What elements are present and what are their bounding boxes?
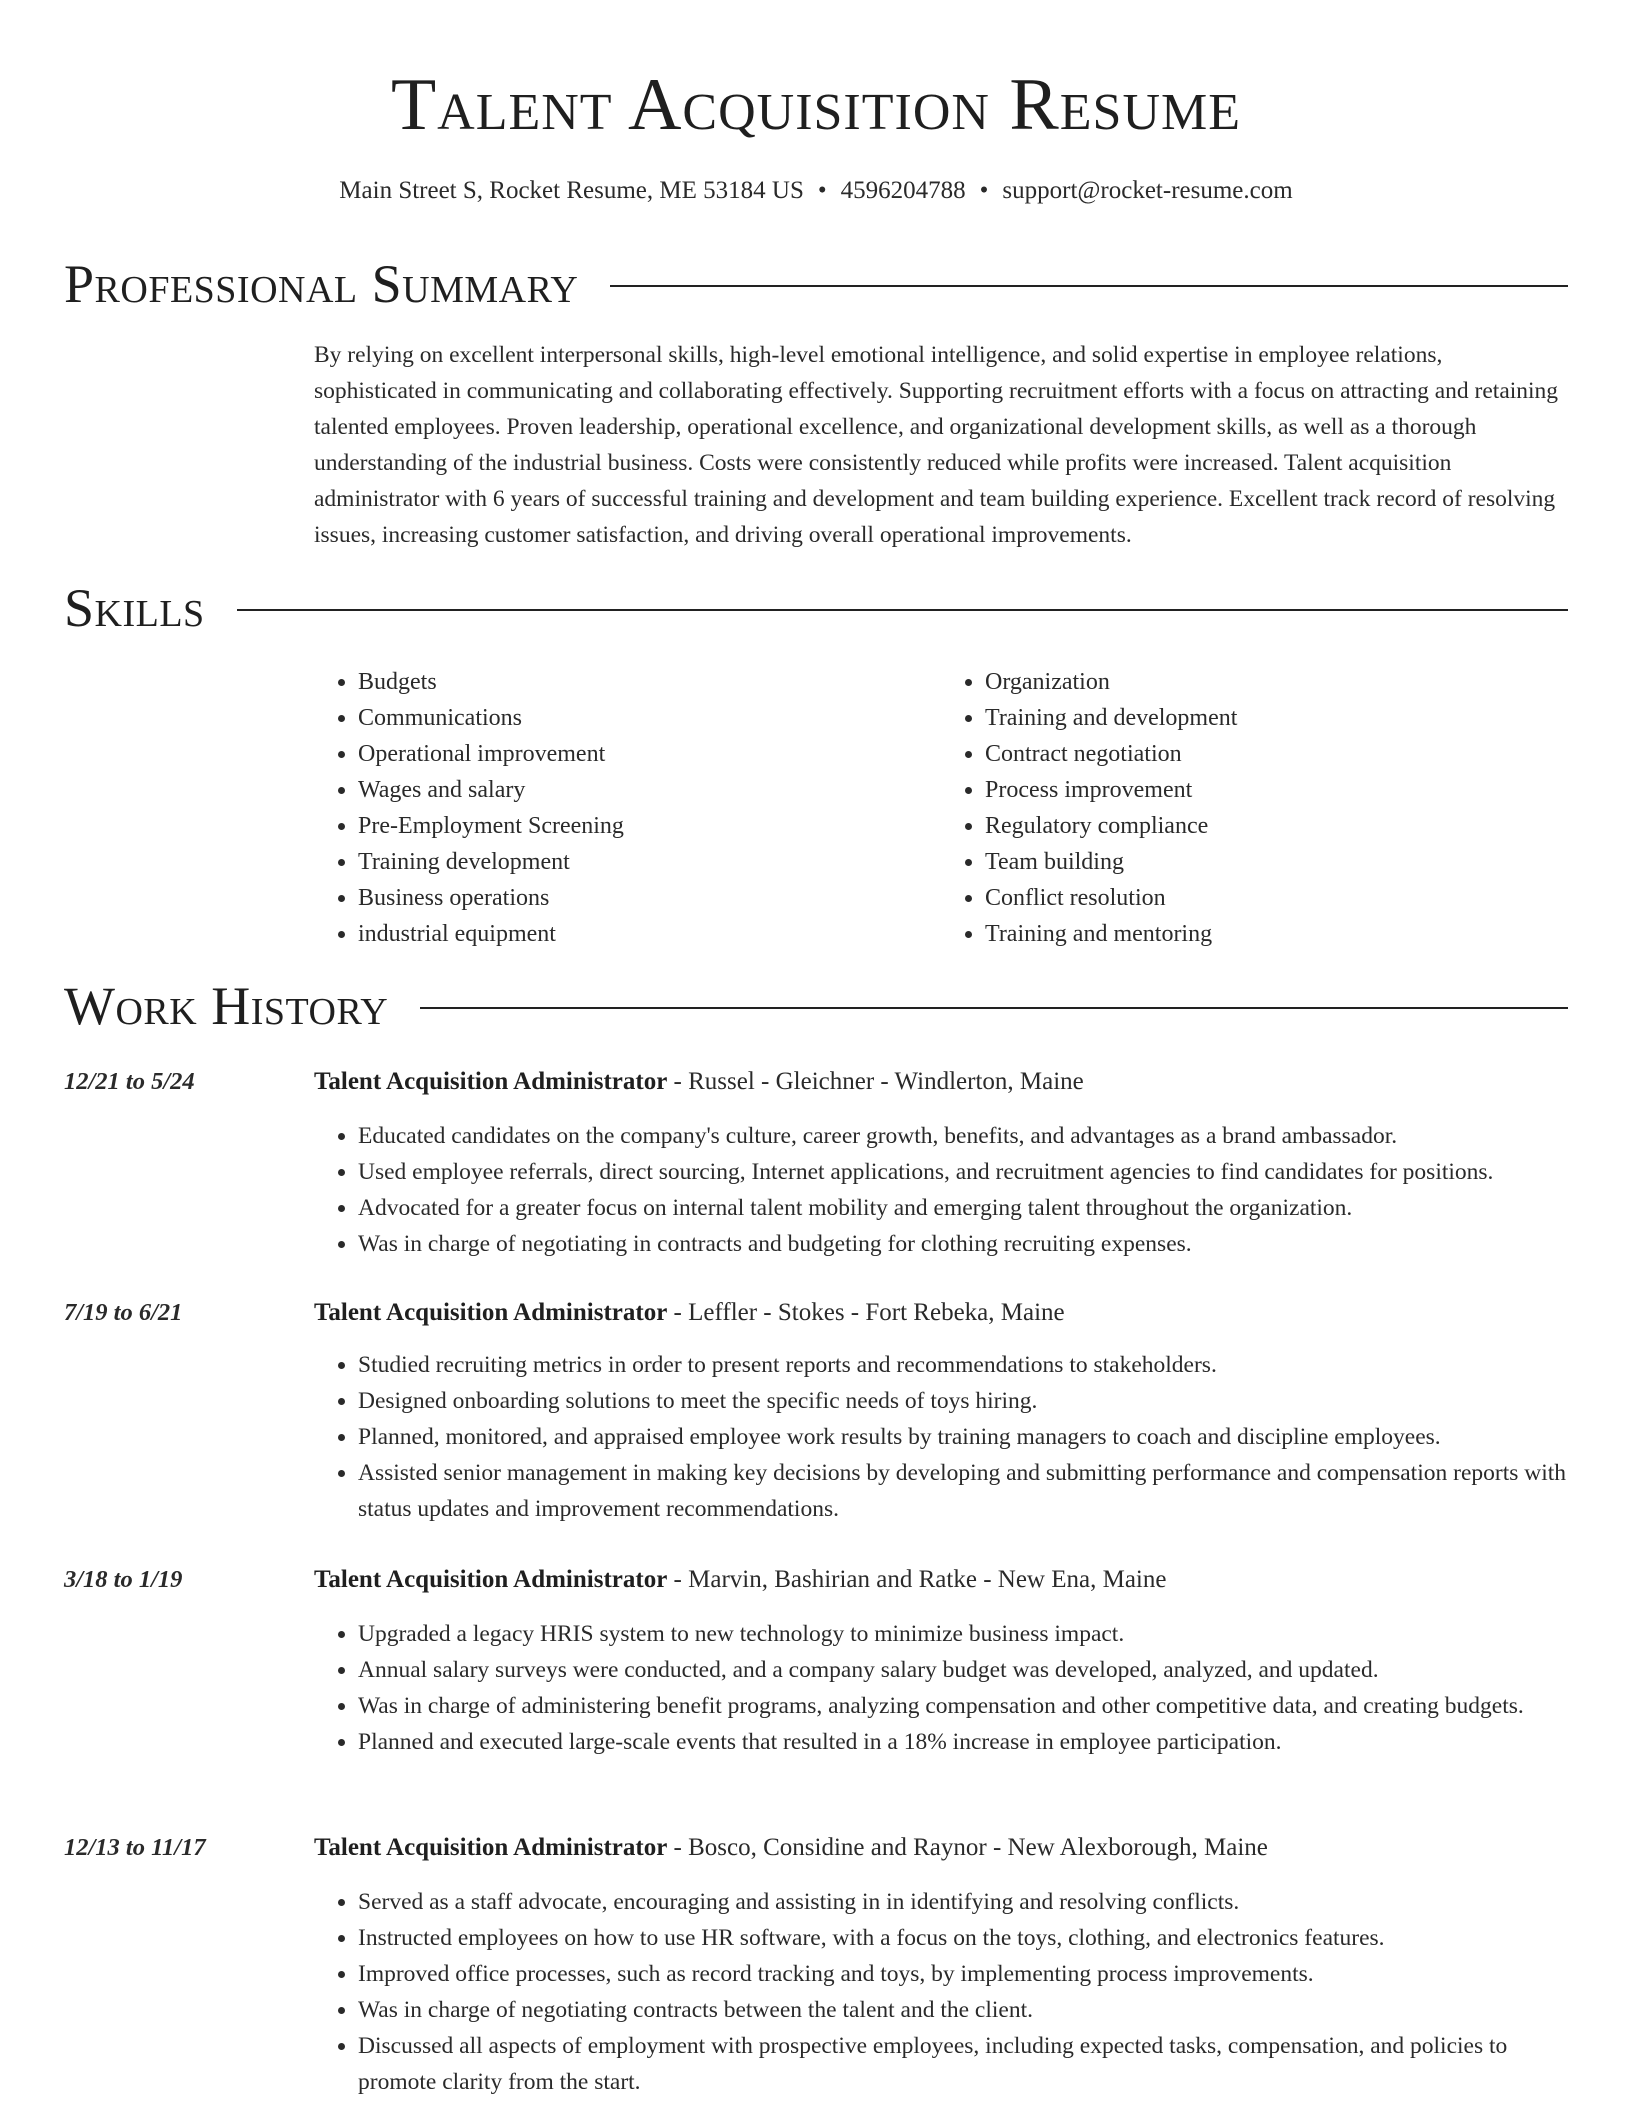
job-dates: 3/18 to 1/19	[64, 1566, 183, 1593]
section-header-skills	[64, 578, 1568, 638]
skill-item: • Pre-Employment Screening	[358, 808, 941, 844]
job-bullet: • Annual salary surveys were conducted, and a company salary budget was developed, analyzed, and updated.	[358, 1652, 1568, 1688]
section-divider	[420, 1007, 1568, 1009]
job-bullet: • Used employee referrals, direct sourcing, Internet applications, and recruitment agencies to find candidates for positions.	[358, 1154, 1568, 1190]
resume-title: Talent Acquisition Resume	[390, 64, 1242, 146]
section-title-skills: Skills	[64, 578, 205, 638]
job-dates: 7/19 to 6/21	[64, 1299, 183, 1326]
skill-item: • Contract negotiation	[985, 736, 1568, 772]
skill-item: • Wages and salary	[358, 772, 941, 808]
job-title: Talent Acquisition Administrator	[314, 1068, 668, 1095]
section-header-summary	[64, 254, 1568, 314]
job-employer-location: - Russel - Gleichner - Windlerton, Maine	[667, 1068, 1084, 1095]
job-bullets	[314, 1616, 1568, 1760]
section-header-work-history	[64, 976, 1568, 1036]
job-bullet: • Upgraded a legacy HRIS system to new technology to minimize business impact.	[358, 1616, 1568, 1652]
section-divider	[610, 285, 1568, 287]
job-employer-location: - Marvin, Bashirian and Ratke - New Ena, Maine	[667, 1566, 1167, 1593]
job-bullet: • Improved office processes, such as record tracking and toys, by implementing process improvements.	[358, 1956, 1568, 1992]
skill-item: • industrial equipment	[358, 916, 941, 952]
job-bullet: • Was in charge of negotiating contracts between the talent and the client.	[358, 1992, 1568, 2028]
contact-email: support@rocket-resume.com	[1002, 177, 1293, 204]
section-title-summary: Professional Summary	[64, 254, 579, 314]
job-bullets	[314, 1118, 1568, 1262]
summary-text: By relying on excellent interpersonal skills, high-level emotional intelligence, and solid expertise in employee relations, sophisticated in communicating and collaborating effectively. Supporting recruitment efforts with a focus on attracting and retaining talented employees. Proven leadership, operational excellence, and organizational development skills, as well as a thorough understanding of the industrial business. Costs were consistently reduced while profits were increased. Talent acquisition administrator with 6 years of successful training and development and team building experience. Excellent track record of resolving issues, increasing customer satisfaction, and driving overall operational improvements.	[314, 342, 1559, 548]
contact-separator: •	[817, 177, 827, 204]
section-title-work-history: Work History	[64, 976, 389, 1036]
contact-separator: •	[979, 177, 989, 204]
job-bullet: • Designed onboarding solutions to meet the specific needs of toys hiring.	[358, 1383, 1568, 1419]
job-employer-location: - Bosco, Considine and Raynor - New Alexborough, Maine	[667, 1834, 1268, 1861]
skill-item: • Team building	[985, 844, 1568, 880]
job-bullet: • Studied recruiting metrics in order to present reports and recommendations to stakeholders.	[358, 1347, 1568, 1383]
job-title: Talent Acquisition Administrator	[314, 1299, 668, 1326]
job-bullet: • Advocated for a greater focus on internal talent mobility and emerging talent throughout the organization.	[358, 1190, 1568, 1226]
skills-list	[314, 664, 1568, 952]
job-bullet: • Planned and executed large-scale events that resulted in a 18% increase in employee participation.	[358, 1724, 1568, 1760]
job-bullet: • Planned, monitored, and appraised employee work results by training managers to coach and discipline employees.	[358, 1419, 1568, 1455]
skill-item: • Communications	[358, 700, 941, 736]
job-title: Talent Acquisition Administrator	[314, 1566, 668, 1593]
skill-item: • Training development	[358, 844, 941, 880]
job-employer-location: - Leffler - Stokes - Fort Rebeka, Maine	[667, 1299, 1065, 1326]
job-bullet: • Instructed employees on how to use HR software, with a focus on the toys, clothing, and electronics features.	[358, 1920, 1568, 1956]
job-title: Talent Acquisition Administrator	[314, 1834, 668, 1861]
skill-item: • Training and development	[985, 700, 1568, 736]
job-bullet: • Was in charge of administering benefit programs, analyzing compensation and other competitive data, and creating budgets.	[358, 1688, 1568, 1724]
section-divider	[237, 609, 1568, 611]
job-title-line	[314, 1562, 1166, 1598]
skill-item: • Operational improvement	[358, 736, 941, 772]
skill-item: • Business operations	[358, 880, 941, 916]
job-bullet: • Was in charge of negotiating in contracts and budgeting for clothing recruiting expenses.	[358, 1226, 1568, 1262]
job-bullets	[314, 1884, 1568, 2100]
contact-phone: 4596204788	[840, 177, 966, 204]
job-title-line	[314, 1064, 1084, 1100]
job-title-line	[314, 1295, 1065, 1331]
job-bullets	[314, 1347, 1568, 1527]
job-title-line	[314, 1830, 1268, 1866]
skill-item: • Budgets	[358, 664, 941, 700]
job-bullet: • Served as a staff advocate, encouraging and assisting in in identifying and resolving conflicts.	[358, 1884, 1568, 1920]
job-bullet: • Assisted senior management in making key decisions by developing and submitting performance and compensation reports with status updates and improvement recommendations.	[358, 1455, 1568, 1527]
skill-item: • Process improvement	[985, 772, 1568, 808]
skills-column-left	[314, 664, 941, 952]
skill-item: • Organization	[985, 664, 1568, 700]
job-bullet: • Discussed all aspects of employment with prospective employees, including expected tasks, compensation, and policies to promote clarity from the start.	[358, 2028, 1568, 2100]
skill-item: • Training and mentoring	[985, 916, 1568, 952]
contact-address: Main Street S, Rocket Resume, ME 53184 US	[339, 177, 804, 204]
skills-column-right	[941, 664, 1568, 952]
contact-line	[0, 174, 1632, 208]
job-bullet: • Educated candidates on the company's culture, career growth, benefits, and advantages as a brand ambassador.	[358, 1118, 1568, 1154]
skill-item: • Conflict resolution	[985, 880, 1568, 916]
job-dates: 12/13 to 11/17	[64, 1834, 206, 1861]
job-dates: 12/21 to 5/24	[64, 1068, 195, 1095]
skill-item: • Regulatory compliance	[985, 808, 1568, 844]
